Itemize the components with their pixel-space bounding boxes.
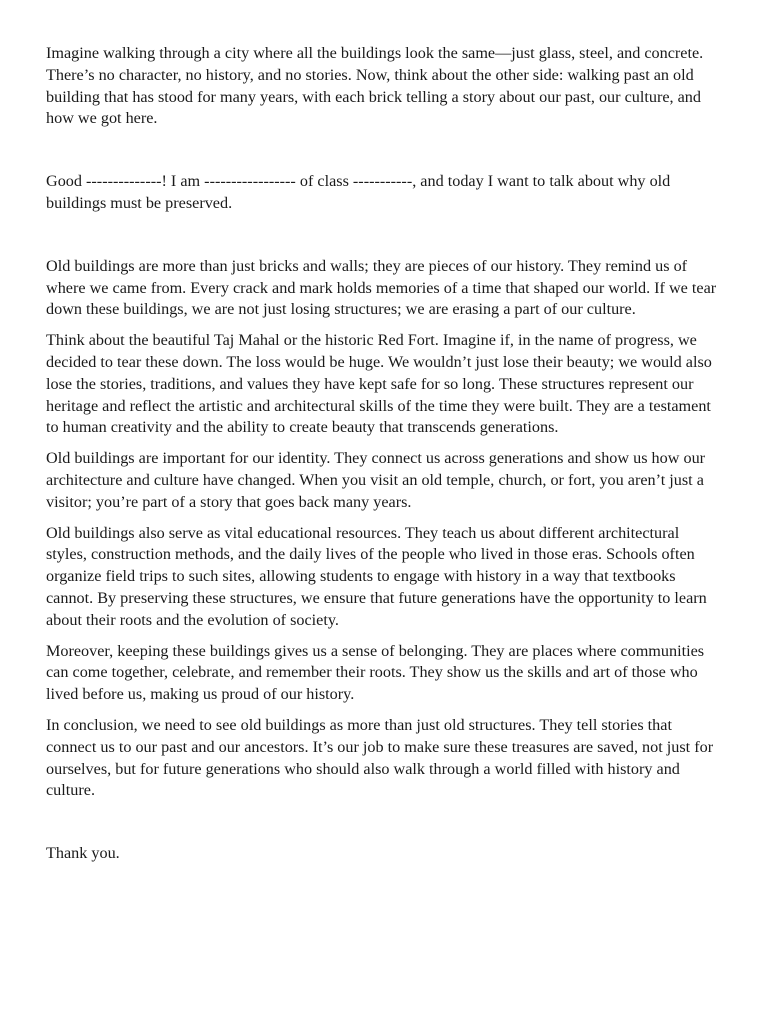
education-paragraph: Old buildings also serve as vital educational resources. They teach us about different architectural styles, construction methods, and the daily lives of the people who lived in those eras. Schools often organize field trips to such sites, allowing students to engage with history in a way that textbooks cannot. By preserving these structures, we ensure that future generations have the opportunity to learn about their roots and the evolution of society.: [46, 523, 707, 629]
belonging-paragraph: Moreover, keeping these buildings gives us a sense of belonging. They are places where communities can come together, celebrate, and remember their roots. They show us the skills and art of those who lived before us, making us proud of our history.: [46, 641, 705, 704]
opening-paragraph: Imagine walking through a city where all the buildings look the same—just glass, steel, and concrete. There’s no character, no history, and no stories. Now, think about the other side: walking past an old building that has stood for many years, with each brick telling a story about our past, our culture, and how we got here.: [46, 44, 704, 128]
greeting-paragraph: Good --------------! I am ----------------- of class -----------, and today I want to talk about why old buildings must be preserved.: [46, 172, 671, 212]
identity-paragraph: Old buildings are important for our identity. They connect us across generations and show us how our architecture and culture have changed. When you visit an old temple, church, or fort, you aren’t just a visitor; you’re part of a story that goes back many years.: [46, 449, 706, 511]
speech-document: [46, 43, 724, 874]
history-paragraph: Old buildings are more than just bricks and walls; they are pieces of our history. They remind us of where we came from. Every crack and mark holds memories of a time that shaped our world. If we tear down these buildings, we are not just losing structures; we are erasing a part of our culture.: [46, 256, 717, 319]
closing-paragraph: Thank you.: [46, 844, 120, 863]
heritage-paragraph: Think about the beautiful Taj Mahal or the historic Red Fort. Imagine if, in the name of progress, we decided to tear these down. The loss would be huge. We wouldn’t just lose their beauty; we would also lose the stories, traditions, and values they have kept safe for so long. These structures represent our heritage and reflect the artistic and architectural skills of the time they were built. They are a testament to human creativity and the ability to create beauty that transcends generations.: [46, 331, 712, 437]
conclusion-paragraph: In conclusion, we need to see old buildings as more than just old structures. They tell stories that connect us to our past and our ancestors. It’s our job to make sure these treasures are saved, not just for ourselves, but for future generations who should also walk through a world filled with history and culture.: [46, 715, 714, 800]
